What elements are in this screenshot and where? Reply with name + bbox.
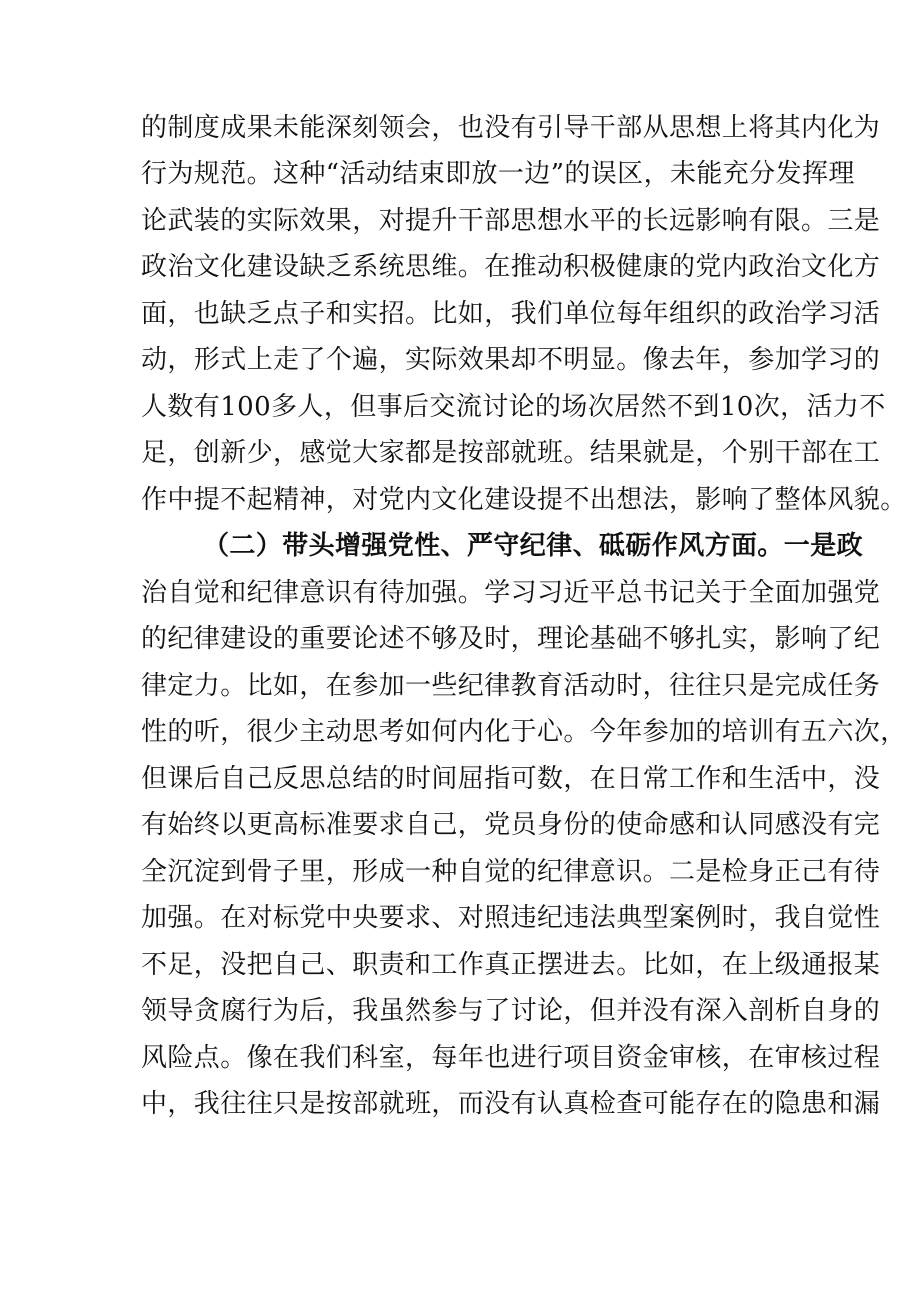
text-line: 有始终以更高标准要求自己，党员身份的使命感和认同感没有完 [141,810,881,840]
section-heading-line: （二）带头增强党性、严守纪律、砥砺作风方面。一是政 [203,531,864,561]
text-line: 中，我往往只是按部就班，而没有认真检查可能存在的隐患和漏 [141,1089,881,1119]
text-line: 不足，没把自己、职责和工作真正摆进去。比如，在上级通报某 [141,950,881,980]
text-line: 政治文化建设缺乏系统思维。在推动积极健康的党内政治文化方 [141,252,881,282]
text-line: 作中提不起精神，对党内文化建设提不出想法，影响了整体风貌。 [141,485,907,515]
text-line: 人数有100多人，但事后交流讨论的场次居然不到10次，活力不 [141,392,886,422]
text-line: 行为规范。这种“活动结束即放一边”的误区，未能充分发挥理 [141,159,855,189]
text-line: 动，形式上走了个遍，实际效果却不明显。像去年，参加学习的 [141,345,881,375]
text-line: 论武装的实际效果，对提升干部思想水平的长远影响有限。三是 [141,206,881,236]
text-line: 全沉淀到骨子里，形成一种自觉的纪律意识。二是检身正己有待 [141,857,881,887]
text-line: 律定力。比如，在参加一些纪律教育活动时，往往只是完成任务 [141,671,881,701]
text-line: 治自觉和纪律意识有待加强。学习习近平总书记关于全面加强党 [141,578,881,608]
text-line: 风险点。像在我们科室，每年也进行项目资金审核，在审核过程 [141,1043,881,1073]
text-line: 性的听，很少主动思考如何内化于心。今年参加的培训有五六次， [141,717,907,747]
text-line: 面，也缺乏点子和实招。比如，我们单位每年组织的政治学习活 [141,299,881,329]
text-line: 加强。在对标党中央要求、对照违纪违法典型案例时，我自觉性 [141,903,881,933]
text-line: 领导贪腐行为后，我虽然参与了讨论，但并没有深入剖析自身的 [141,996,881,1026]
text-line: 的制度成果未能深刻领会，也没有引导干部从思想上将其内化为 [141,113,881,143]
text-line: 足，创新少，感觉大家都是按部就班。结果就是，个别干部在工 [141,438,881,468]
text-line: 但课后自己反思总结的时间屈指可数，在日常工作和生活中，没 [141,764,881,794]
text-line: 的纪律建设的重要论述不够及时，理论基础不够扎实，影响了纪 [141,624,881,654]
